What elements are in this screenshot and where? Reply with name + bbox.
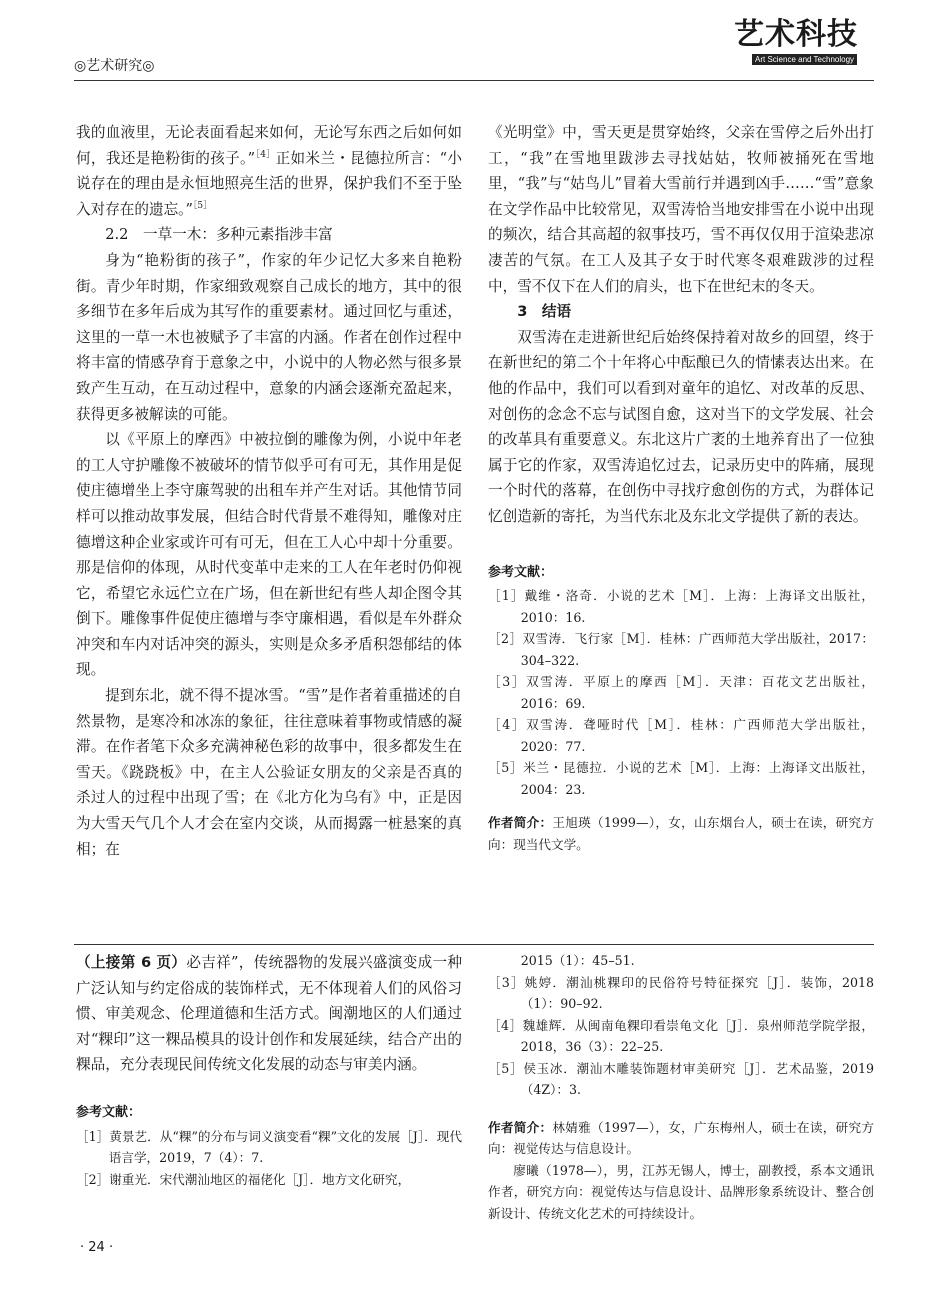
section-heading: 3 结语	[517, 303, 572, 321]
reference-item: ［5］侯玉冰．潮汕木雕装饰题材审美研究［J］．艺术品鉴，2019（4Z）：3.	[488, 1060, 874, 1097]
journal-logo	[734, 17, 858, 72]
author-bio: 作者简介：王旭瑛（1999—），女，山东烟台人，硕士在读，研究方向：现当代文学。	[488, 815, 874, 852]
logo-subtitle: Art Science and Technology	[752, 54, 857, 65]
paragraph: 提到东北，就不得不提冰雪。“雪”是作者着重描述的自然景物，是寒冷和冰冻的象征，往往意味着事物或情感的凝滞。在作者笔下众多充满神秘色彩的故事中，很多都发生在雪天。《跷跷板》中，在主人公验证女朋友的父亲是否真的杀过人的过程中出现了雪；在《北方化为乌有》中，正是因为大雪天气几个人才会在室内交谈，从而揭露一桩悬案的真相；在	[76, 687, 462, 858]
reference-item: ［1］黄景艺．从“粿”的分布与词义演变看“粿”文化的发展［J］．现代语言学，2019，7（4）：7.	[76, 1128, 462, 1166]
reference-item: ［3］双雪涛．平原上的摩西［M］．天津：百花文艺出版社，2016：69.	[488, 674, 874, 711]
author-bio: 廖曦（1978—），男，江苏无锡人，博士，副教授，系本文通讯作者，研究方向：视觉传达与信息设计、品牌形象系统设计、整合创新设计、传统文化艺术的可持续设计。	[488, 1162, 874, 1221]
left-column	[76, 120, 462, 862]
author-bio: 作者简介：林婧雅（1997—），女，广东梅州人，硕士在读，研究方向：视觉传达与信息设计。	[488, 1119, 874, 1156]
references-title: 参考文献：	[488, 564, 554, 580]
page-number: · 24 ·	[80, 1240, 114, 1255]
paragraph: 身为“艳粉街的孩子”，作家的年少记忆大多来自艳粉街。青少年时期，作家细致观察自己成长的地方，其中的很多细节在多年后成为其写作的重要素材。通过回忆与重述，这里的一草一木也被赋予了丰富的内涵。作者在创作过程中将丰富的情感孕育于意象之中，小说中的人物必然与很多景致产生互动，在互动过程中，意象的内涵会逐渐充盈起来，获得更多被解读的可能。	[76, 251, 462, 423]
paragraph: 《光明堂》中，雪天更是贯穿始终，父亲在雪停之后外出打工，“我”在雪地里跋涉去寻找姑姑，牧师被捅死在雪地里，“我”与“姑鸟儿”冒着大雪前行并遇到凶手……“雪”意象在文学作品中比较常见，双雪涛恰当地安排雪在小说中出现的频次，结合其高超的叙事技巧，雪不再仅仅用于渲染悲凉凄苦的气氛。在工人及其子女于时代寒冬艰难跋涉的过程中，雪不仅下在人们的肩头，也下在世纪末的冬天。	[488, 124, 874, 295]
reference-item: ［3］姚婷．潮汕桃粿印的民俗符号特征探究［J］．装饰，2018（1）：90–92.	[488, 974, 874, 1011]
article-divider	[74, 944, 874, 945]
reference-item: ［2］双雪涛．飞行家［M］．桂林：广西师范大学出版社，2017：304–322.	[488, 631, 874, 668]
paragraph: 我的血液里，无论表面看起来如何，无论写东西之后如何如何，我还是艳粉街的孩子。”$^{[4]}$正如米兰・昆德拉所言：“小说存在的理由是永恒地照亮生活的世界，保护我们不至于坠入对存在的遗忘。”$^{[5]}$	[76, 124, 462, 218]
lower-right-column	[488, 950, 874, 1224]
paragraph: 以《平原上的摩西》中被拉倒的雕像为例，小说中年老的工人守护雕像不被破坏的情节似乎可有可无，其作用是促使庄德增坐上李守廉驾驶的出租车并产生对话。其他情节同样可以推动故事发展，但结合时代背景不难得知，雕像对庄德增这种企业家或许可有可无，但在工人心中却十分重要。那是信仰的体现，从时代变革中走来的工人在年老时仍仰视它，希望它永远伫立在广场，但在新世纪有些人却企图令其倒下。雕像事件促使庄德增与李守廉相遇，看似是车外群众冲突和车内对话冲突的源头，实则是众多矛盾积怨郁结的体现。	[76, 431, 462, 679]
reference-item: ［5］米兰・昆德拉．小说的艺术［M］．上海：上海译文出版社，2004：23.	[488, 760, 874, 797]
references-title: 参考文献：	[76, 1104, 142, 1120]
reference-item: ［2］谢重光．宋代潮汕地区的福佬化［J］．地方文化研究，	[76, 1171, 411, 1187]
paragraph: 双雪涛在走进新世纪后始终保持着对故乡的回望，终于在新世纪的第二个十年将心中酝酿已久的情愫表达出来。在他的作品中，我们可以看到对童年的追忆、对改革的反思、对创伤的念念不忘与试图自愈，这对当下的文学发展、社会的改革具有重要意义。东北这片广袤的土地养育出了一位独属于它的作家，双雪涛追忆过去，记录历史中的阵痛，展现一个时代的落幕，在创伤中寻找疗愈创伤的方式，为群体记忆创造新的寄托，为当代东北及东北文学提供了新的表达。	[488, 328, 874, 525]
continued-label: （上接第 6 页）	[76, 954, 187, 971]
reference-item: ［4］魏雄辉．从闽南龟粿印看崇龟文化［J］．泉州师范学院学报，2018，36（3）：22–25.	[488, 1017, 874, 1054]
lower-left-column	[76, 950, 462, 1190]
header-rule	[74, 80, 874, 81]
paragraph: （上接第 6 页）必吉祥”，传统器物的发展兴盛演变成一种广泛认知与约定俗成的装饰样式，无不体现着人们的风俗习惯、审美观念、伦理道德和生活方式。闽潮地区的人们通过对“粿印”这一粿品模具的设计创作和发展延续，结合产出的粿品，充分表现民间传统文化发展的动态与审美内涵。	[76, 954, 462, 1074]
reference-item: ［1］戴维・洛奇．小说的艺术［M］．上海：上海译文出版社，2010：16.	[488, 588, 874, 625]
reference-item: ［4］双雪涛．聋哑时代［M］．桂林：广西师范大学出版社，2020：77.	[488, 717, 874, 754]
running-header: ◎艺术研究◎	[74, 58, 155, 74]
reference-item: 2015（1）：45–51.	[520, 953, 635, 968]
logo-text: 艺术科技	[734, 17, 858, 52]
subsection-heading: 2.2 一草一木：多种元素指涉丰富	[105, 226, 333, 244]
right-column	[488, 120, 874, 855]
